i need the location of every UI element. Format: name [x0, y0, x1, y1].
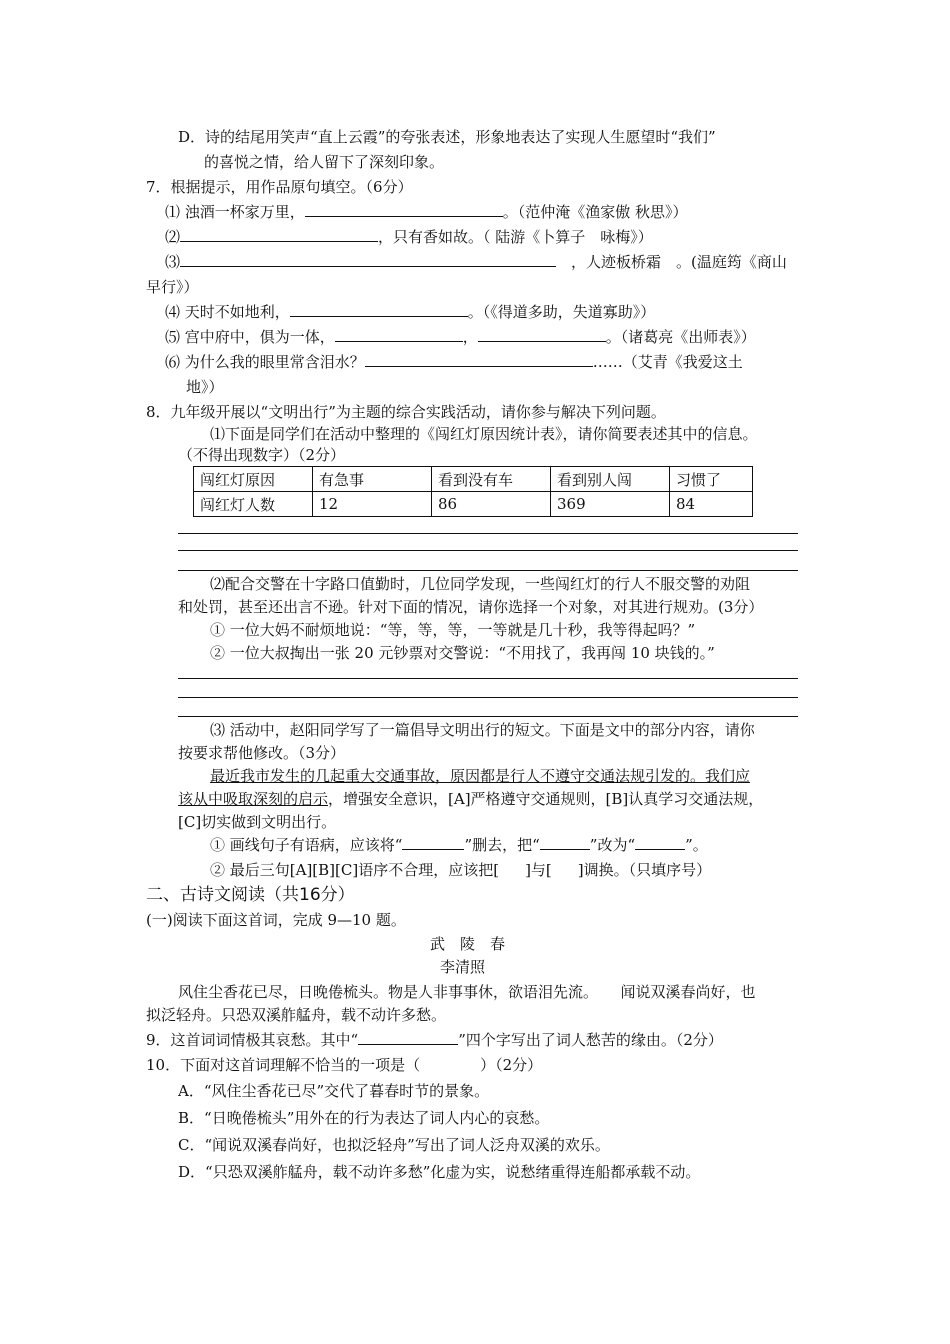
q7-item6: ⑹ 为什么我的眼里常含泪水？ ……（艾青《我爱这土: [165, 353, 743, 371]
q7-item5-blank-b[interactable]: [478, 326, 606, 342]
q7-title: 7．根据提示，用作品原句填空。（6分）: [146, 178, 413, 196]
q8-part2-line2: 和处罚，甚至还出言不逊。针对下面的情况，请你选择一个对象，对其进行规劝。(3分）: [178, 598, 764, 616]
answer-line[interactable]: [178, 678, 798, 679]
section2-subheading: (一)阅读下面这首词，完成 9—10 题。: [146, 911, 406, 929]
q8-part3-q1-blank-c[interactable]: [635, 834, 685, 850]
q7-item1-blank[interactable]: [305, 201, 503, 217]
table-cell: 84: [670, 492, 753, 517]
q9-blank[interactable]: [358, 1029, 458, 1045]
q7-item3-blank[interactable]: [180, 251, 556, 267]
q7-item2-blank[interactable]: [180, 226, 378, 242]
table-cell: 369: [551, 492, 670, 517]
table-row: [194, 492, 753, 517]
q10-option-d: D．“只恐双溪舴艋舟，载不动许多愁”化虚为实，说愁绪重得连船都承载不动。: [178, 1163, 701, 1181]
section2-heading: 二、古诗文阅读（共16分）: [146, 885, 355, 905]
q8-part3-text1: 最近我市发生的几起重大交通事故，原因都是行人不遵守交通法规引发的。我们应: [210, 767, 751, 785]
q8-part2-case1: ① 一位大妈不耐烦地说：“等，等，等，一等就是几十秒，我等得起吗？”: [210, 621, 696, 639]
q7-item6-cont: 地》）: [186, 378, 224, 396]
table-cell: 86: [432, 492, 551, 517]
q8-part1-line2: （不得出现数字）（2分）: [178, 446, 346, 464]
table-header-row: [194, 467, 753, 492]
table-header-cell: 看到没有车: [432, 467, 551, 492]
q8-title: 8．九年级开展以“文明出行”为主题的综合实践活动，请你参与解决下列问题。: [146, 403, 666, 421]
q7-item4: ⑷ 天时不如地利， 。（《得道多助，失道寡助》）: [165, 303, 656, 321]
q8-part3-text3: [C]切实做到文明出行。: [178, 813, 337, 831]
q6-option-d-line2: 的喜悦之情，给人留下了深刻印象。: [204, 153, 445, 171]
q6-option-d-line1: D．诗的结尾用笑声“直上云霞”的夸张表述，形象地表达了实现人生愿望时“我们”: [178, 128, 716, 146]
answer-line[interactable]: [178, 550, 798, 551]
q7-item5-blank-a[interactable]: [335, 326, 463, 342]
q7-item5: ⑸ 宫中府中，俱为一体， ， 。（诸葛亮《出师表》）: [165, 328, 756, 346]
table-header-cell: 习惯了: [670, 467, 753, 492]
q8-part3-q1: ① 画线句子有语病，应该将“ ”删去，把“ ”改为“ ”。: [210, 836, 708, 854]
q8-part3-line2: 按要求帮他修改。（3分）: [178, 744, 346, 762]
poem-title: 武 陵 春: [430, 935, 506, 953]
poem-author: 李清照: [440, 958, 486, 976]
answer-line[interactable]: [178, 697, 798, 698]
q8-part3-q1-blank-b[interactable]: [540, 834, 590, 850]
q10-option-c: C．“闻说双溪春尚好，也拟泛轻舟”写出了词人泛舟双溪的欢乐。: [178, 1136, 610, 1154]
q8-part3-q1-blank-a[interactable]: [402, 834, 464, 850]
table-header-cell: 看到别人闯: [551, 467, 670, 492]
q8-part3-q2: ② 最后三句[A][B][C]语序不合理，应该把[ ]与[ ]调换。（只填序号）: [210, 861, 712, 879]
table-header-cell: 闯红灯原因: [194, 467, 313, 492]
q8-part3-text2: 该从中吸取深刻的启示，增强安全意识，[A]严格遵守交通规则，[B]认真学习交通法规，: [178, 790, 764, 808]
table-cell: 12: [313, 492, 432, 517]
q10-question: 10．下面对这首词理解不恰当的一项是（ ）（2分）: [146, 1056, 543, 1074]
red-light-stats-table: [193, 466, 753, 517]
q7-item4-blank[interactable]: [290, 301, 468, 317]
answer-line[interactable]: [178, 533, 798, 534]
q8-part3-line1: ⑶ 活动中，赵阳同学写了一篇倡导文明出行的短文。下面是文中的部分内容，请你: [210, 721, 755, 739]
table-cell: 闯红灯人数: [194, 492, 313, 517]
q7-item6-blank[interactable]: [365, 351, 593, 367]
q7-item3: ⑶ ，人迹板桥霜 。(温庭筠《商山: [165, 253, 787, 271]
q7-item3-cont: 早行》）: [146, 278, 199, 296]
poem-line2: 拟泛轻舟。只恐双溪舴艋舟，载不动许多愁。: [146, 1006, 447, 1024]
poem-line1: 风住尘香花已尽，日晚倦梳头。物是人非事事休，欲语泪先流。 闻说双溪春尚好，也: [178, 983, 756, 1001]
q9-question: 9．这首词词情极其哀愁。其中“ ”四个字写出了词人愁苦的缘由。（2分）: [146, 1031, 723, 1049]
q7-item1: ⑴ 浊酒一杯家万里， 。（范仲淹《渔家傲 秋思》）: [165, 203, 688, 221]
q8-part2-line1: ⑵配合交警在十字路口值勤时，几位同学发现，一些闯红灯的行人不服交警的劝阻: [210, 575, 751, 593]
q8-part2-case2: ② 一位大叔掏出一张 20 元钞票对交警说：“不用找了，我再闯 10 块钱的。”: [210, 644, 715, 662]
answer-line[interactable]: [178, 570, 798, 571]
table-header-cell: 有急事: [313, 467, 432, 492]
answer-line[interactable]: [178, 716, 798, 717]
q7-item2: ⑵ ，只有香如故。（ 陆游《卜算子 咏梅》）: [165, 228, 653, 246]
q10-option-b: B．“日晚倦梳头”用外在的行为表达了词人内心的哀愁。: [178, 1109, 550, 1127]
q8-part1-line1: ⑴下面是同学们在活动中整理的《闯红灯原因统计表》，请你简要表述其中的信息。: [210, 425, 758, 443]
q10-option-a: A．“风住尘香花已尽”交代了暮春时节的景象。: [178, 1082, 490, 1100]
